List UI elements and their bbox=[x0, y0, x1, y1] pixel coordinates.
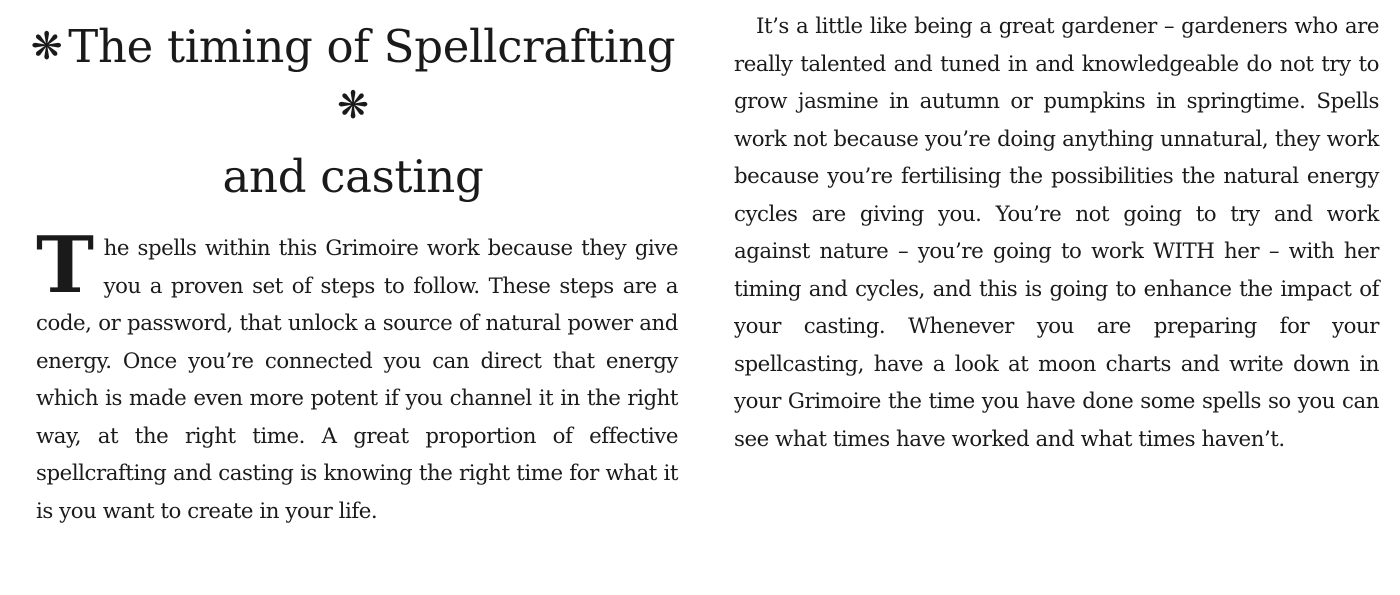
body-paragraph-text: It’s a little like being a great gardener – gardeners who are really talented and tuned in and knowledgeable do not try to grow jasmine in autumn or pumpkins in springtime. Spells work not because you’re doing anything unnatural, they work because you’re fertilising the possibilities the natural energy cycles are giving you. You’re not going to try and work against nature – you’re going to work WITH her – with her timing and cycles, and this is going to enhance the impact of your casting. Whenever you are preparing for your spellcasting, have a look at moon charts and write down in your Grimoire the time you have done some spells so you can see what times have worked and what times haven’t. bbox=[734, 14, 1379, 452]
drop-cap: T bbox=[36, 220, 94, 311]
intro-paragraph-text: he spells within this Grimoire work because they give you a proven set of steps to follow. These steps are a code, or password, that unlock a source of natural power and energy. Once you’re connected you can direct that energy which is made even more potent if you channel it in the right way, at the right time. A great proportion of effective spellcrafting and casting is knowing the right time for what it is you want to create in your life. bbox=[36, 236, 678, 524]
chapter-title-line-1 bbox=[28, 0, 678, 75]
chapter-title-line-2: and casting bbox=[222, 150, 484, 203]
intro-paragraph bbox=[28, 220, 678, 530]
title-ornament-star-icon: ❋ bbox=[337, 83, 369, 127]
right-page bbox=[728, 0, 1378, 595]
asterism-star-icon: ❋ bbox=[30, 24, 63, 68]
left-page bbox=[28, 0, 678, 595]
chapter-title-text-1: The timing of Spellcrafting bbox=[68, 20, 676, 73]
body-paragraph bbox=[734, 0, 1379, 458]
